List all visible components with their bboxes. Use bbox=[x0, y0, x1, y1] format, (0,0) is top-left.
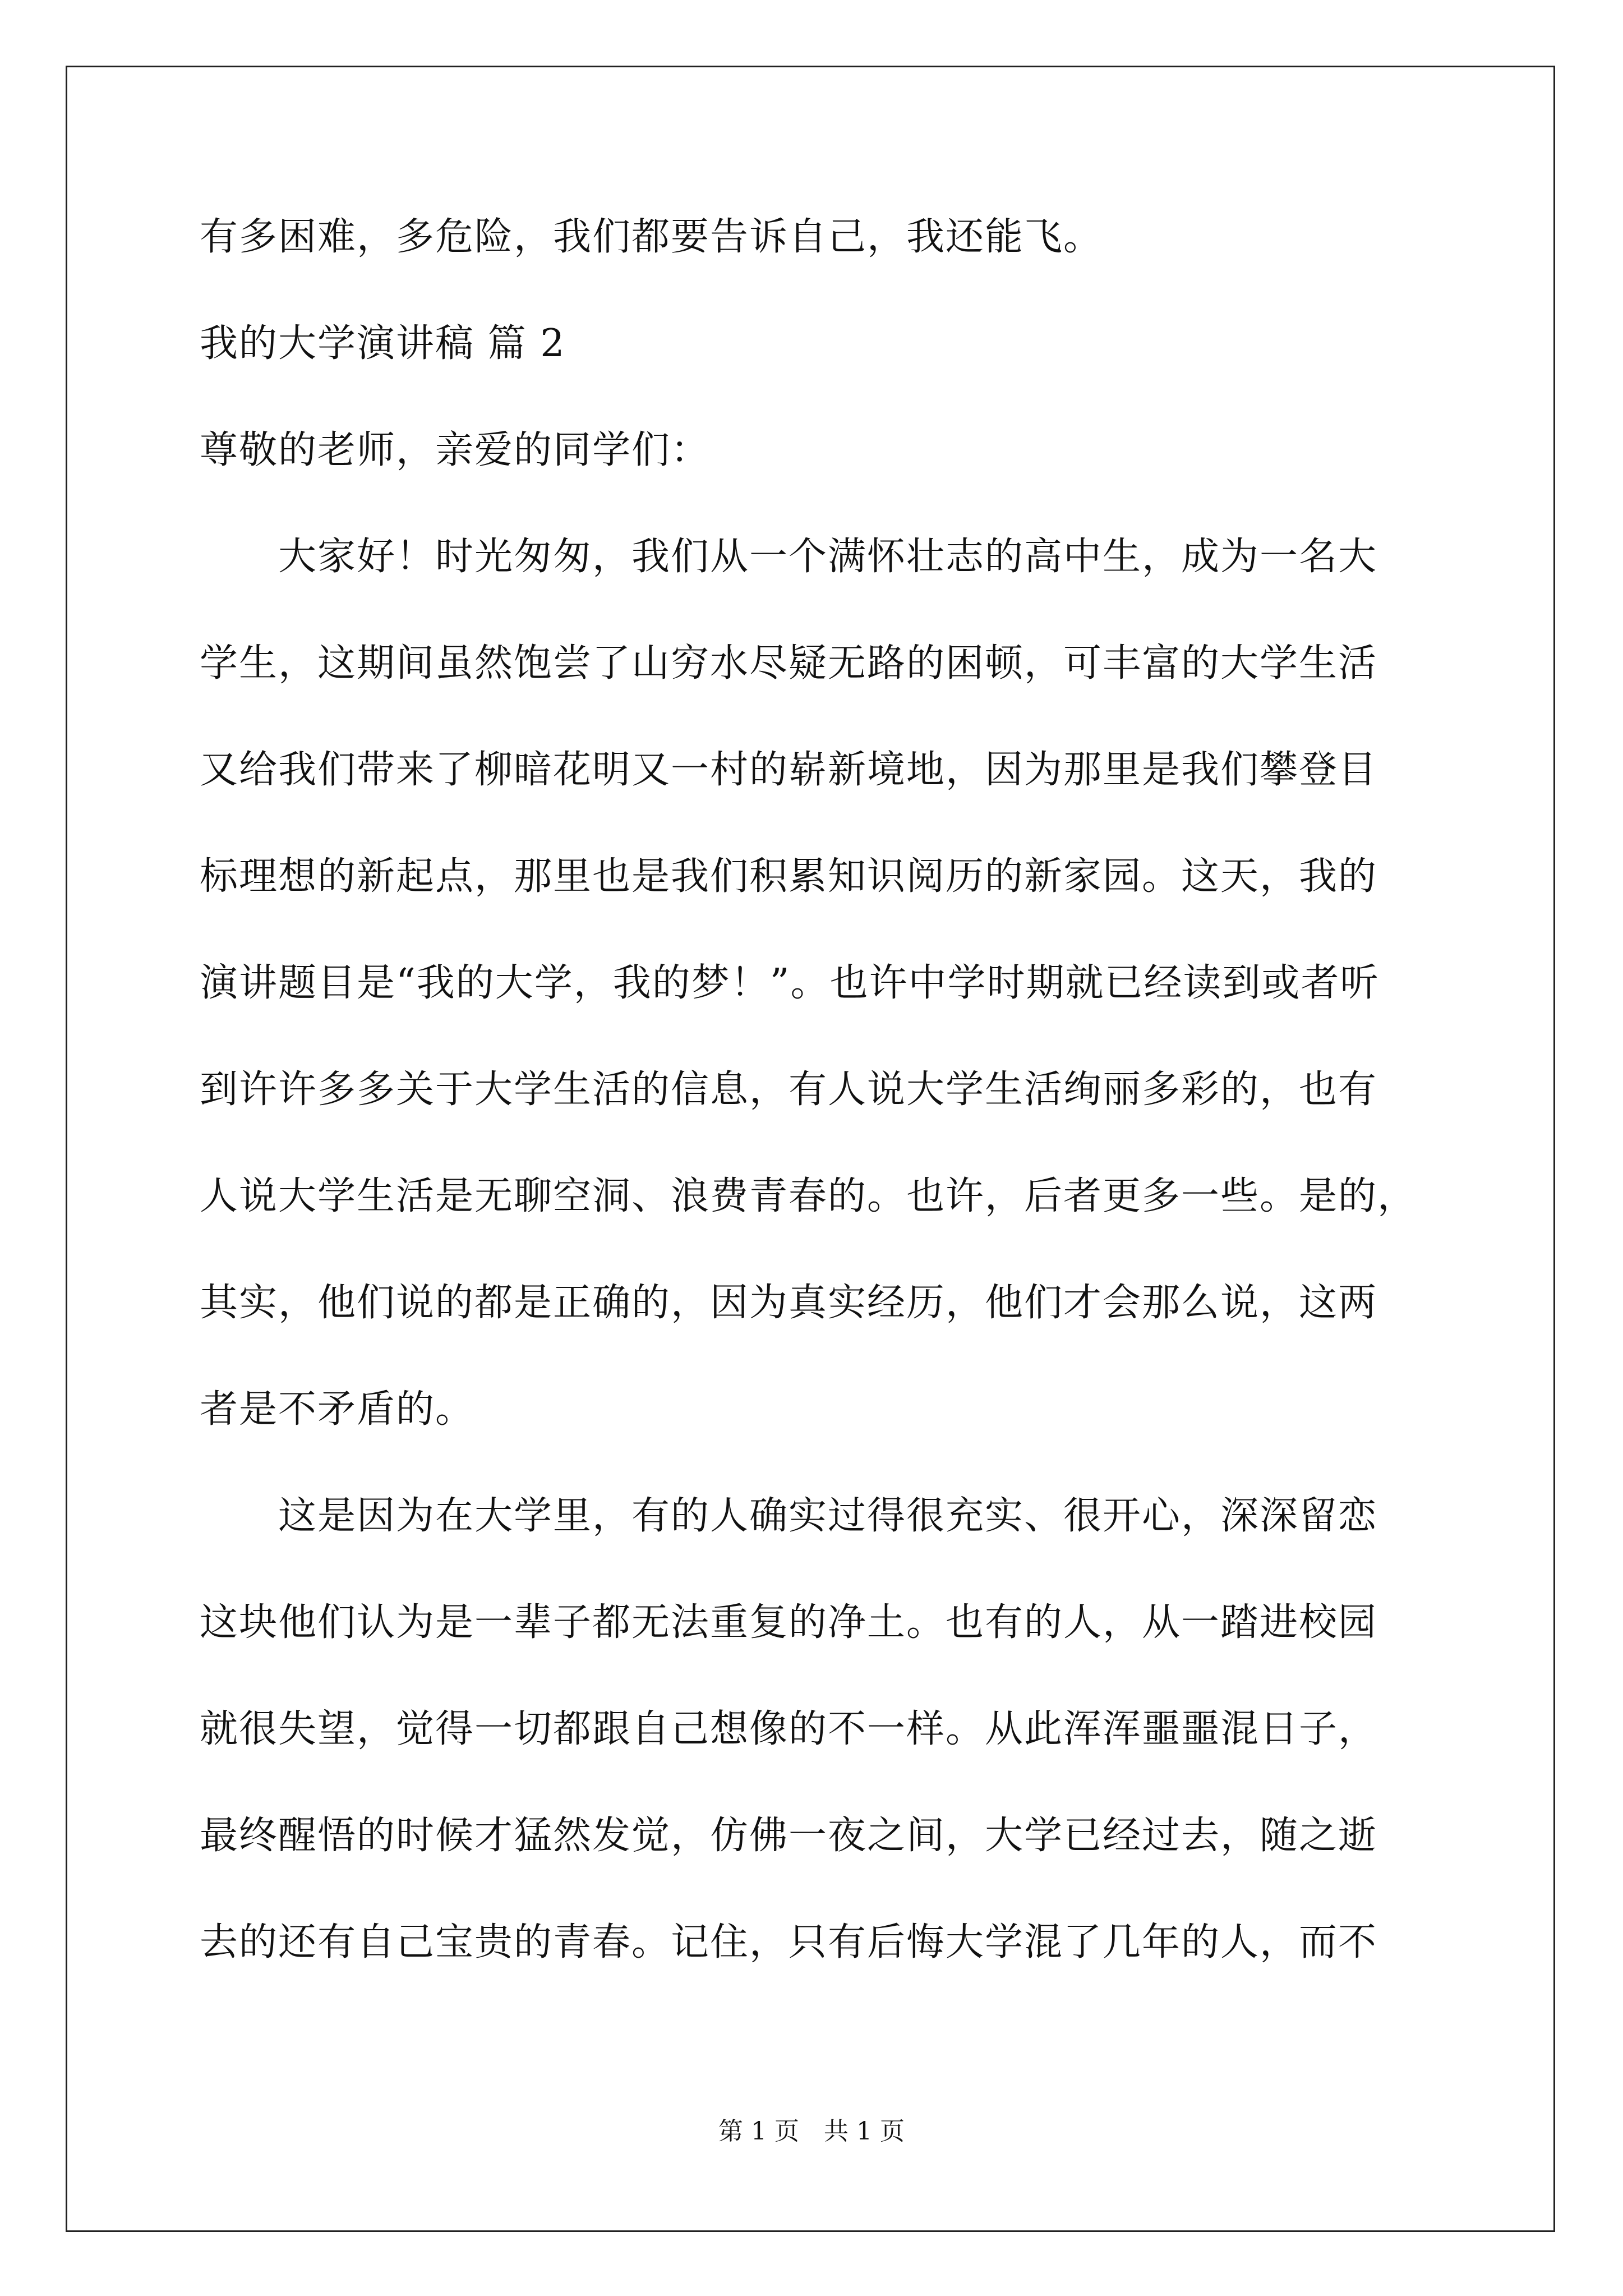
paragraph-line: 最终醒悟的时候才猛然发觉，仿佛一夜之间，大学已经过去，随之逝 bbox=[200, 1814, 1378, 1858]
salutation: 尊敬的老师，亲爱的同学们： bbox=[200, 428, 711, 472]
paragraph-line: 这是因为在大学里，有的人确实过得很充实、很开心，深深留恋 bbox=[200, 1494, 1378, 1538]
page-border bbox=[66, 66, 1555, 2232]
paragraph-line: 其实，他们说的都是正确的，因为真实经历，他们才会那么说，这两 bbox=[200, 1281, 1378, 1325]
paragraph-line: 学生，这期间虽然饱尝了山穷水尽疑无路的困顿，可丰富的大学生活 bbox=[200, 641, 1378, 685]
paragraph-line: 者是不矛盾的。 bbox=[200, 1387, 475, 1432]
paragraph-line: 演讲题目是“我的大学，我的梦！”。也许中学时期就已经读到或者听 bbox=[200, 961, 1380, 1005]
speech-title: 我的大学演讲稿 篇 2 bbox=[200, 321, 566, 366]
page-number-footer: 第 1 页 共 1 页 bbox=[718, 2117, 905, 2146]
paragraph-line: 标理想的新起点，那里也是我们积累知识阅历的新家园。这天，我的 bbox=[200, 854, 1378, 899]
paragraph-line: 就很失望，觉得一切都跟自己想像的不一样。从此浑浑噩噩混日子， bbox=[200, 1707, 1378, 1751]
paragraph-line: 人说大学生活是无聊空洞、浪费青春的。也许，后者更多一些。是的， bbox=[200, 1174, 1417, 1218]
paragraph-line: 到许许多多关于大学生活的信息，有人说大学生活绚丽多彩的，也有 bbox=[200, 1068, 1378, 1112]
paragraph-line: 去的还有自己宝贵的青春。记住，只有后悔大学混了几年的人，而不 bbox=[200, 1920, 1378, 1964]
paragraph-line: 这块他们认为是一辈子都无法重复的净土。也有的人，从一踏进校园 bbox=[200, 1600, 1378, 1645]
paragraph-line: 又给我们带来了柳暗花明又一村的崭新境地，因为那里是我们攀登目 bbox=[200, 748, 1378, 792]
closing-line: 有多困难，多危险，我们都要告诉自己，我还能飞。 bbox=[200, 215, 1103, 259]
paragraph-line: 大家好！时光匆匆，我们从一个满怀壮志的高中生，成为一名大 bbox=[200, 535, 1378, 579]
